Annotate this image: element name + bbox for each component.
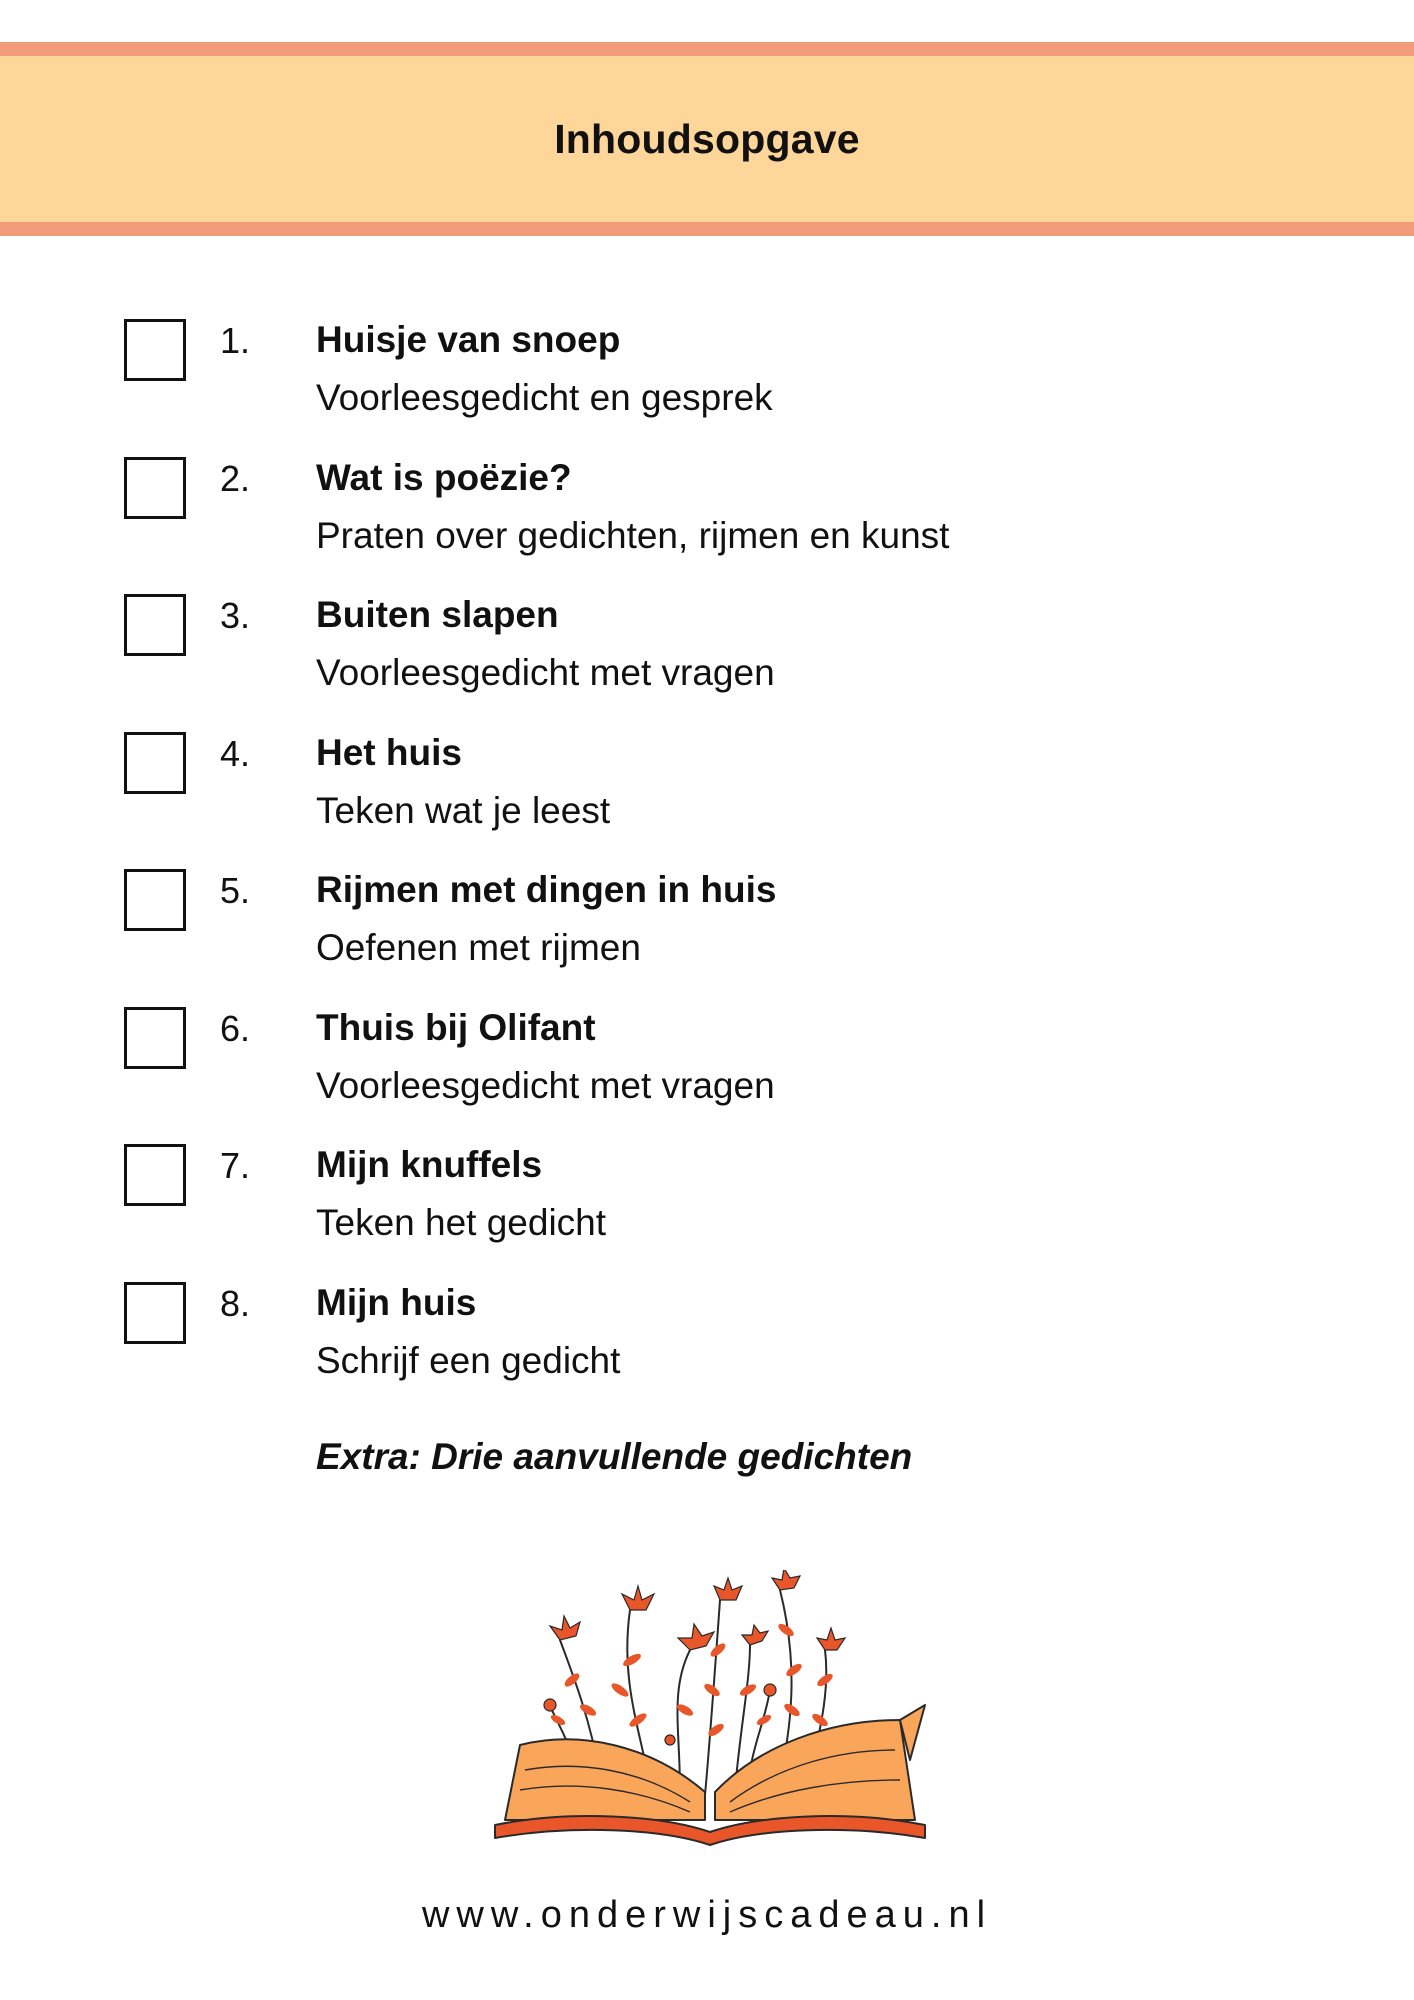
- item-subtitle: Teken het gedicht: [316, 1202, 607, 1243]
- item-number: 6.: [220, 1007, 251, 1049]
- toc-item-1: [0, 300, 1414, 438]
- checkbox[interactable]: [124, 1282, 186, 1344]
- checkbox[interactable]: [124, 319, 186, 381]
- item-title: Rijmen met dingen in huis: [316, 869, 777, 910]
- item-number: 5.: [220, 870, 251, 911]
- item-title: Thuis bij Olifant: [316, 1006, 596, 1048]
- table-of-contents: [0, 300, 1414, 1400]
- item-title: Huisje van snoep: [316, 319, 621, 360]
- item-number: 2.: [220, 457, 251, 499]
- checkbox[interactable]: [124, 457, 186, 519]
- toc-item-7: [0, 1125, 1414, 1263]
- item-subtitle: Teken wat je leest: [316, 789, 611, 831]
- toc-item-4: [0, 713, 1414, 851]
- checkbox[interactable]: [124, 1007, 186, 1069]
- item-subtitle: Voorleesgedicht met vragen: [316, 652, 775, 693]
- website-url[interactable]: www.onderwijscadeau.nl: [421, 1894, 993, 1936]
- item-subtitle: Praten over gedichten, rijmen en kunst: [316, 514, 950, 556]
- page-title: Inhoudsopgave: [554, 115, 860, 162]
- item-number: 7.: [220, 1145, 251, 1186]
- item-title: Wat is poëzie?: [316, 456, 572, 498]
- item-number: 3.: [220, 595, 251, 636]
- toc-item-3: [0, 575, 1414, 713]
- checkbox[interactable]: [124, 732, 186, 794]
- toc-item-5: [0, 850, 1414, 988]
- item-subtitle: Voorleesgedicht en gesprek: [316, 377, 773, 418]
- item-title: Mijn huis: [316, 1281, 477, 1323]
- toc-item-2: [0, 438, 1414, 576]
- item-title: Mijn knuffels: [316, 1144, 543, 1185]
- item-number: 8.: [220, 1282, 251, 1324]
- header-banner: [0, 42, 1414, 236]
- toc-item-8: [0, 1263, 1414, 1401]
- open-book-with-flowers-icon: [480, 1570, 940, 1870]
- checkbox[interactable]: [124, 594, 186, 656]
- item-subtitle: Voorleesgedicht met vragen: [316, 1064, 775, 1106]
- item-subtitle: Oefenen met rijmen: [316, 927, 641, 968]
- checkbox[interactable]: [124, 869, 186, 931]
- toc-item-6: [0, 988, 1414, 1126]
- item-number: 4.: [220, 732, 251, 774]
- item-subtitle: Schrijf een gedicht: [316, 1339, 621, 1381]
- item-title: Het huis: [316, 731, 462, 773]
- item-number: 1.: [220, 320, 251, 361]
- checkbox[interactable]: [124, 1144, 186, 1206]
- extra-note: Extra: Drie aanvullende gedichten: [316, 1436, 913, 1477]
- item-title: Buiten slapen: [316, 594, 559, 635]
